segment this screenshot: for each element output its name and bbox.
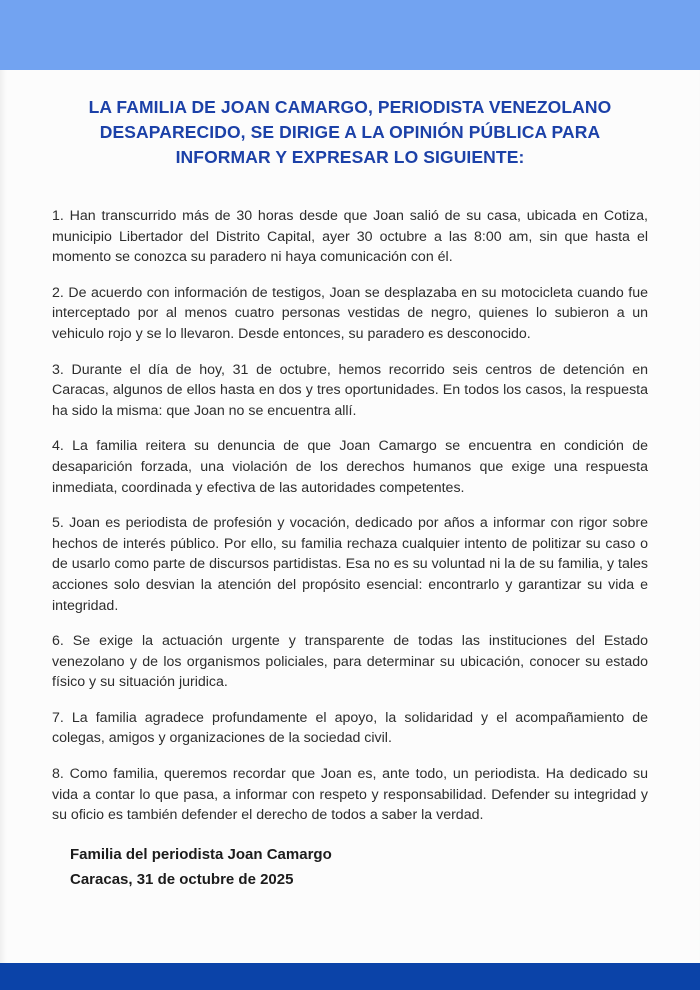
paragraph-1: 1. Han transcurrido más de 30 horas desde que Joan salió de su casa, ubicada en Cotiza, municipio Libertador del Distrito Capital, ayer 30 octubre a las 8:00 am, sin que hasta el momento se conozca su paradero ni haya comunicación con él. [52,208,648,266]
paragraph-4: 4. La familia reitera su denuncia de que Joan Camargo se encuentra en condición de desaparición forzada, una violación de los derechos humanos que exige una respuesta inmediata, coordinada y efectiva de las autoridades competentes. [52,438,648,496]
signature-name: Familia del periodista Joan Camargo [70,845,332,863]
paragraph-5: 5. Joan es periodista de profesión y vocación, dedicado por años a informar con rigor sobre hechos de interés público. Por ello, su familia rechaza cualquier intento de politizar su caso o de usarlo como parte de discursos partidistas. Esa no es su voluntad ni la de su familia, y tales acciones solo desvian la atención del propósito esencial: encontrarlo y garantizar su vida e integridad. [52,515,648,614]
statement-title: LA FAMILIA DE JOAN CAMARGO, PERIODISTA VENEZOLANO DESAPARECIDO, SE DIRIGE A LA OPINIÓN PÚBLICA PARA INFORMAR Y EXPRESAR LO SIGUIENTE: [88,97,612,167]
signature-date: Caracas, 31 de octubre de 2025 [70,870,294,888]
paragraph-7: 7. La familia agradece profundamente el apoyo, la solidaridad y el acompañamiento de colegas, amigos y organizaciones de la sociedad civil. [52,709,648,747]
paragraph-6: 6. Se exige la actuación urgente y transparente de todas las instituciones del Estado venezolano y de los organismos policiales, para determinar su ubicación, conocer su estado físico y su situación juridica. [52,633,648,691]
paragraph-2: 2. De acuerdo con información de testigos, Joan se desplazaba en su motocicleta cuando fue interceptado por al menos cuatro personas vestidas de negro, quienes lo subieron a un vehiculo rojo y se lo llevaron. Desde entonces, su paradero es desconocido. [52,284,648,342]
statement-body [52,206,648,826]
signature-block [70,842,700,892]
paragraph-8: 8. Como familia, queremos recordar que Joan es, ante todo, un periodista. Ha dedicado su vida a contar lo que pasa, a informar con respeto y responsabilidad. Defender su integridad y su oficio es también defender el derecho de todos a saber la verdad. [52,766,648,824]
bottom-banner [0,963,700,990]
paragraph-3: 3. Durante el día de hoy, 31 de octubre, hemos recorrido seis centros de detención en Caracas, algunos de ellos hasta en dos y tres oportunidades. En todos los casos, la respuesta ha sido la misma: que Joan no se encuentra allí. [52,361,648,419]
top-banner [0,0,700,70]
